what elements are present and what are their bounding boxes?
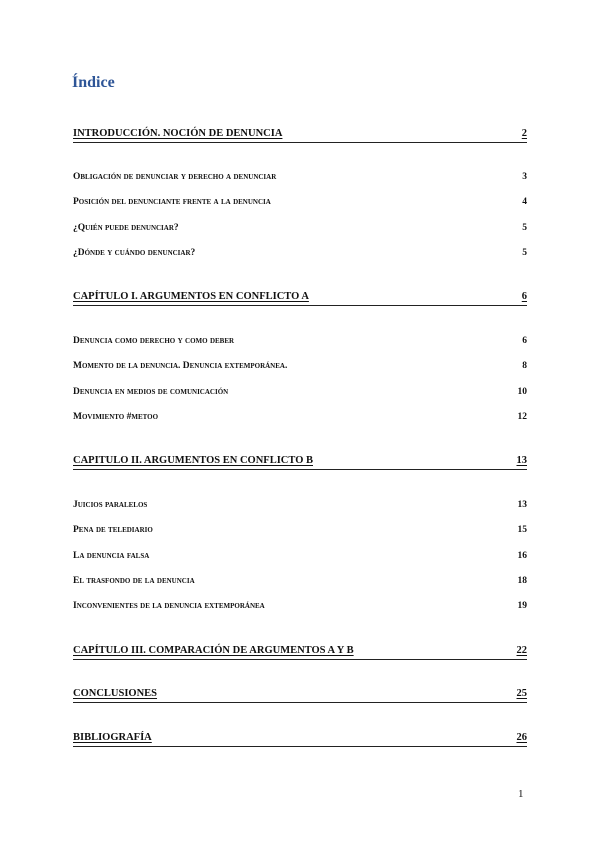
toc-entry-telediario[interactable] [73, 525, 527, 538]
toc-entry-label: CONCLUSIONES [73, 688, 158, 699]
toc-entry-juicios[interactable] [73, 500, 527, 513]
toc-entry-inconvenientes[interactable] [73, 601, 527, 614]
toc-entry-label: Inconvenientes de la denuncia extemporánea [73, 601, 265, 611]
toc-entry-introduccion[interactable] [73, 128, 527, 143]
toc-entry-label: Juicios paralelos [73, 500, 148, 510]
toc-entry-label: Obligación de denunciar y derecho a denunciar [73, 172, 277, 182]
toc-entry-label: Denuncia en medios de comunicación [73, 387, 229, 397]
toc-entry-page: 13 [516, 455, 527, 466]
toc-entry-bibliografia[interactable] [73, 732, 527, 747]
toc-entry-page: 26 [516, 732, 527, 743]
toc-entry-posicion[interactable] [73, 197, 527, 210]
toc-entry-page: 8 [522, 361, 527, 371]
toc-entry-label: Movimiento #metoo [73, 412, 159, 422]
toc-entry-label: Denuncia como derecho y como deber [73, 336, 235, 346]
toc-entry-derecho-deber[interactable] [73, 336, 527, 349]
toc-entry-page: 15 [517, 525, 527, 535]
toc-entry-falsa[interactable] [73, 551, 527, 564]
toc-entry-label: INTRODUCCIÓN. NOCIÓN DE DENUNCIA [73, 128, 283, 139]
toc-entry-conclusiones[interactable] [73, 688, 527, 703]
toc-entry-page: 3 [522, 172, 527, 182]
toc-entry-quien[interactable] [73, 223, 527, 236]
toc-entry-metoo[interactable] [73, 412, 527, 425]
toc-entry-page: 6 [522, 336, 527, 346]
toc-entry-label: Pena de telediario [73, 525, 153, 535]
toc-entry-momento[interactable] [73, 361, 527, 374]
toc-entry-label: La denuncia falsa [73, 551, 150, 561]
toc-entry-page: 13 [517, 500, 527, 510]
toc-entry-page: 5 [522, 248, 527, 258]
page-number: 1 [518, 788, 524, 800]
toc-entry-page: 25 [516, 688, 527, 699]
toc-entry-label: Posición del denunciante frente a la denuncia [73, 197, 271, 207]
toc-entry-capitulo-2[interactable] [73, 455, 527, 470]
toc-entry-label: El trasfondo de la denuncia [73, 576, 195, 586]
toc-entry-page: 19 [517, 601, 527, 611]
toc-entry-label: CAPÍTULO I. ARGUMENTOS EN CONFLICTO A [73, 291, 309, 302]
toc-entry-trasfondo[interactable] [73, 576, 527, 589]
toc-entry-medios[interactable] [73, 387, 527, 400]
toc-entry-page: 18 [517, 576, 527, 586]
toc-entry-donde[interactable] [73, 248, 527, 261]
toc-entry-page: 10 [517, 387, 527, 397]
toc-entry-page: 16 [517, 551, 527, 561]
toc-entry-page: 22 [516, 645, 527, 656]
toc-entry-label: CAPITULO II. ARGUMENTOS EN CONFLICTO B [73, 455, 313, 466]
toc-entry-label: CAPÍTULO III. COMPARACIÓN DE ARGUMENTOS A Y B [73, 645, 354, 656]
toc-entry-capitulo-3[interactable] [73, 645, 527, 660]
toc-entry-capitulo-1[interactable] [73, 291, 527, 306]
toc-entry-page: 5 [522, 223, 527, 233]
toc-entry-label: ¿Quién puede denunciar? [73, 223, 179, 233]
toc-entry-page: 12 [517, 412, 527, 422]
toc-entry-page: 2 [521, 128, 527, 139]
toc-entry-obligacion[interactable] [73, 172, 527, 185]
toc-entry-page: 4 [522, 197, 527, 207]
toc-entry-label: BIBLIOGRAFÍA [73, 732, 152, 743]
toc-entry-page: 6 [521, 291, 527, 302]
page-title: Índice [72, 74, 115, 91]
toc-entry-label: ¿Dónde y cuándo denunciar? [73, 248, 196, 258]
toc-entry-label: Momento de la denuncia. Denuncia extemporánea. [73, 361, 288, 371]
